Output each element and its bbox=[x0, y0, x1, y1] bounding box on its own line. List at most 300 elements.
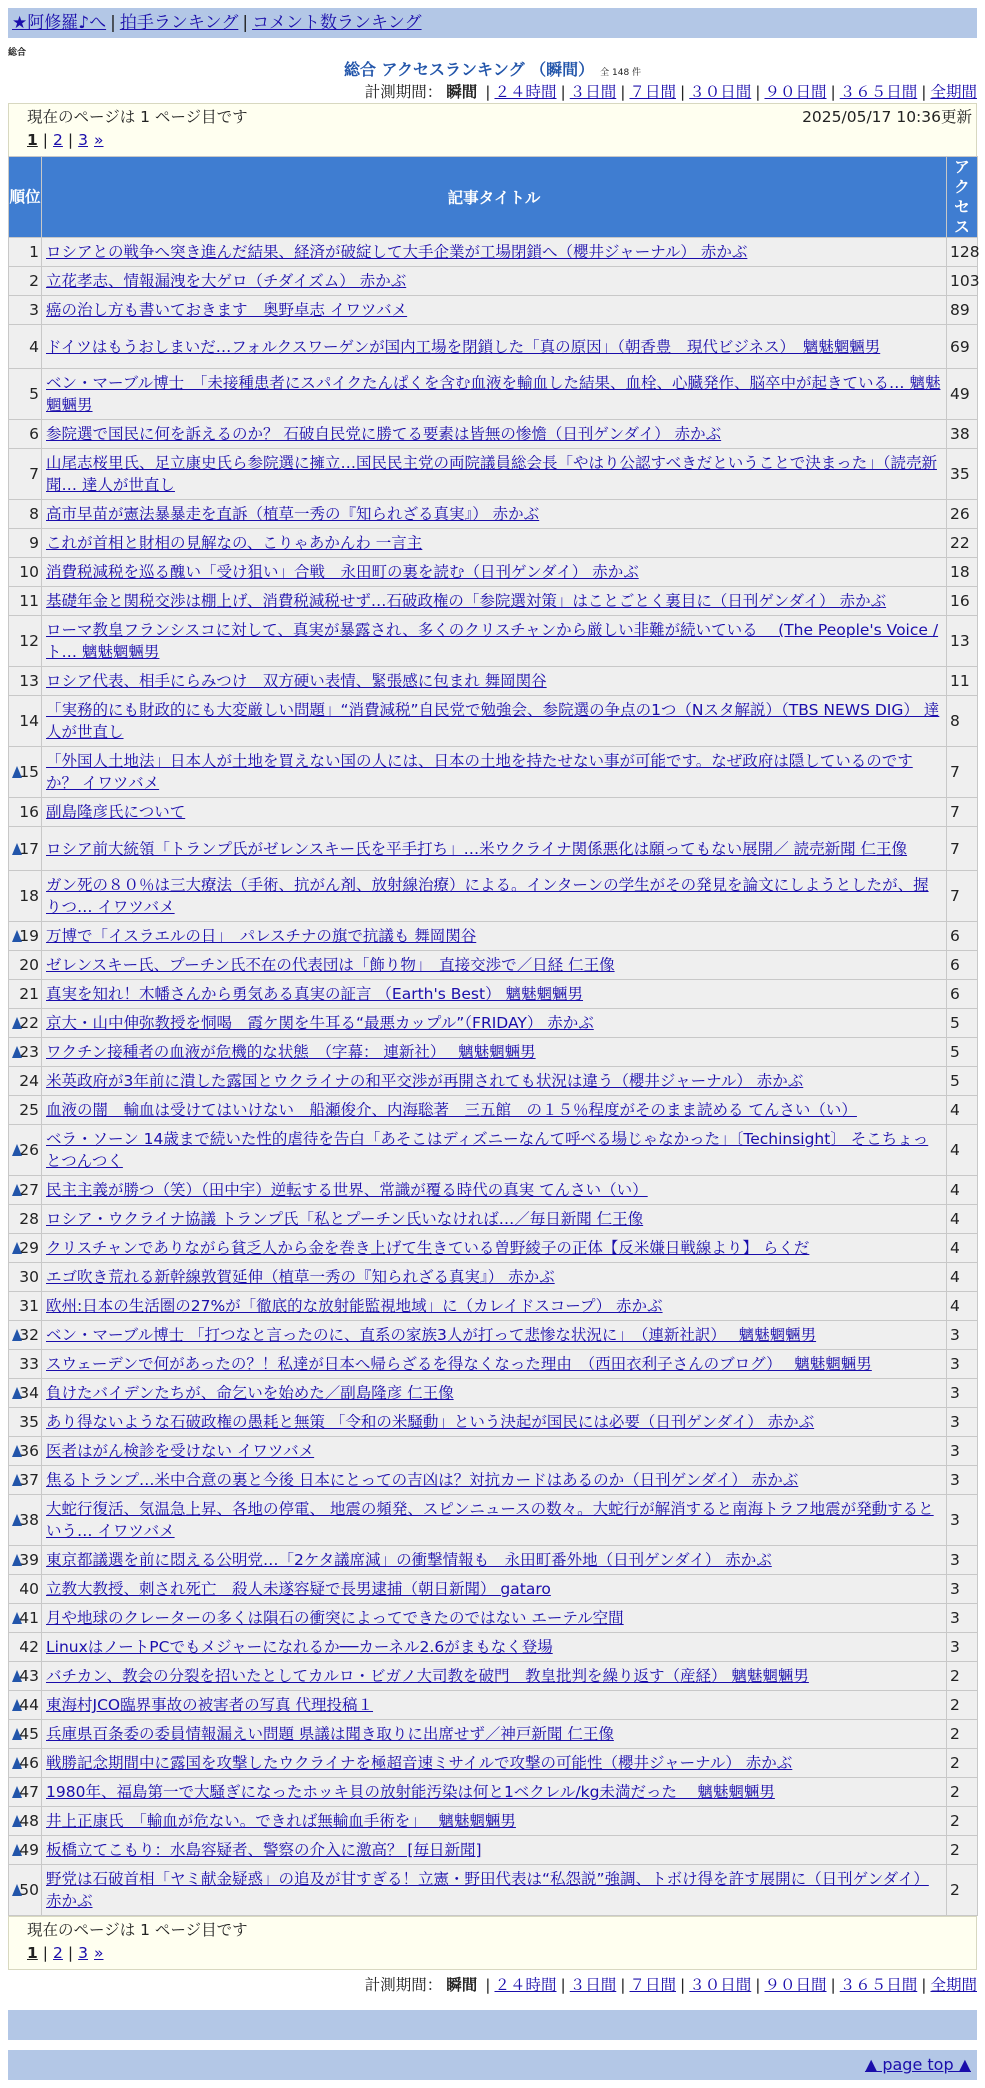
rank-cell bbox=[9, 296, 42, 325]
article-link[interactable]: クリスチャンでありながら貧乏人から金を巻き上げて生きている曽野綾子の正体【反米嫌日戦線より】 らくだ bbox=[46, 1239, 810, 1257]
access-count: 3 bbox=[947, 1350, 978, 1379]
title-cell bbox=[42, 1749, 947, 1778]
rank-number: 13 bbox=[19, 672, 39, 690]
access-count: 6 bbox=[947, 980, 978, 1009]
access-count: 4 bbox=[947, 1096, 978, 1125]
access-count: 6 bbox=[947, 922, 978, 951]
title-cell bbox=[42, 922, 947, 951]
rank-header: 順位 bbox=[9, 157, 42, 238]
access-count: 2 bbox=[947, 1662, 978, 1691]
title-cell bbox=[42, 1234, 947, 1263]
table-row bbox=[9, 1807, 978, 1836]
rank-up-arrow-icon bbox=[12, 1699, 22, 1711]
pager-current: 1 bbox=[27, 131, 38, 149]
table-row bbox=[9, 1205, 978, 1234]
period-option-link[interactable]: ２４時間 bbox=[494, 83, 557, 101]
rank-cell bbox=[9, 667, 42, 696]
rank-number: 49 bbox=[19, 1841, 39, 1859]
article-link[interactable]: 血液の闇 輸血は受けてはいけない 船瀬俊介、内海聡著 三五館 の１５％程度がそのまま読める てんさい（い） bbox=[46, 1101, 857, 1119]
article-link[interactable]: 「外国人土地法」日本人が土地を買えない国の人には、日本の土地を持たせない事が可能です。なぜ政府は隠しているのですか？ イワツバメ bbox=[46, 752, 913, 792]
rank-cell bbox=[9, 325, 42, 369]
rank-number: 10 bbox=[19, 563, 39, 581]
rank-up-arrow-icon bbox=[12, 1728, 22, 1740]
comment-ranking-link[interactable]: コメント数ランキング bbox=[252, 13, 422, 33]
table-row bbox=[9, 1749, 978, 1778]
table-row bbox=[9, 616, 978, 667]
rank-number: 18 bbox=[19, 887, 39, 905]
period-separator: | bbox=[830, 83, 836, 101]
period-option-link[interactable]: 全期間 bbox=[930, 83, 977, 101]
title-cell bbox=[42, 1546, 947, 1575]
rank-number: 27 bbox=[19, 1181, 39, 1199]
access-count: 3 bbox=[947, 1575, 978, 1604]
pager-next-link[interactable]: » bbox=[94, 1944, 104, 1962]
access-header: アクセス bbox=[947, 157, 978, 238]
rank-number: 41 bbox=[19, 1609, 39, 1627]
rank-number: 21 bbox=[19, 985, 39, 1003]
article-link[interactable]: 副島隆彦氏について bbox=[46, 803, 186, 821]
rank-cell bbox=[9, 1575, 42, 1604]
rank-cell bbox=[9, 980, 42, 1009]
rank-cell bbox=[9, 420, 42, 449]
table-row bbox=[9, 500, 978, 529]
article-link[interactable]: ベン・マーブル博士 「打つなと言ったのに、直系の家族3人が打って悲惨な状況に」 （連新社訳） 魑魅魍魎男 bbox=[46, 1326, 817, 1344]
title-cell bbox=[42, 587, 947, 616]
access-count: 2 bbox=[947, 1865, 978, 1916]
article-link[interactable]: 民主主義が勝つ（笑）（田中宇）逆転する世界、常識が覆る時代の真実 てんさい（い） bbox=[46, 1181, 648, 1199]
page-status: 現在のページは 1 ページ目です bbox=[27, 108, 248, 126]
article-link[interactable]: ベン・マーブル博士 「未接種患者にスパイクたんぱくを含む血液を輸血した結果、血栓、心臓発作、脳卒中が起きている… 魑魅魍魎男 bbox=[46, 374, 941, 414]
table-row bbox=[9, 1662, 978, 1691]
article-link[interactable]: 参院選で国民に何を訴えるのか？ 石破自民党に勝てる要素は皆無の惨憺（日刊ゲンダイ） 赤かぶ bbox=[46, 425, 722, 443]
access-count: 38 bbox=[947, 420, 978, 449]
access-count: 103 bbox=[947, 267, 978, 296]
period-option-link[interactable]: ３日間 bbox=[569, 83, 617, 101]
top-nav-bar bbox=[8, 8, 977, 38]
article-link[interactable]: ワクチン接種者の血液が危機的な状態 （字幕： 連新社） 魑魅魍魎男 bbox=[46, 1043, 536, 1061]
title-cell bbox=[42, 1292, 947, 1321]
article-link[interactable]: 癌の治し方も書いておきます 奥野卓志 イワツバメ bbox=[46, 301, 408, 319]
rank-number: 42 bbox=[19, 1638, 39, 1656]
table-row bbox=[9, 696, 978, 747]
article-link[interactable]: ガン死の８０％は三大療法（手術、抗がん剤、放射線治療）による。インターンの学生がその発見を論文にしようとしたが、握りつ… イワツバメ bbox=[46, 876, 929, 916]
period-separator: | bbox=[560, 83, 566, 101]
article-link[interactable]: バチカン、教会の分裂を招いたとしてカルロ・ビガノ大司教を破門 教皇批判を繰り返す（産経） 魑魅魍魎男 bbox=[46, 1667, 809, 1685]
pager-page-link[interactable]: 2 bbox=[53, 131, 63, 149]
table-row bbox=[9, 1720, 978, 1749]
article-link[interactable]: これが首相と財相の見解なの、こりゃあかんわ 一言主 bbox=[46, 534, 423, 552]
pager-links bbox=[27, 1942, 972, 1965]
access-count: 3 bbox=[947, 1495, 978, 1546]
rank-number: 14 bbox=[19, 712, 39, 730]
period-option-link[interactable]: ３６５日間 bbox=[839, 1976, 918, 1994]
rank-up-arrow-icon bbox=[12, 766, 22, 778]
period-separator: | bbox=[680, 83, 686, 101]
rank-number: 34 bbox=[19, 1384, 39, 1402]
clap-ranking-link[interactable]: 拍手ランキング bbox=[119, 13, 239, 33]
rank-cell bbox=[9, 616, 42, 667]
rank-number: 50 bbox=[19, 1881, 39, 1899]
period-option-link[interactable]: ３６５日間 bbox=[839, 83, 918, 101]
title-cell bbox=[42, 1575, 947, 1604]
rank-up-arrow-icon bbox=[12, 1445, 22, 1457]
pager-page-link[interactable]: 3 bbox=[78, 131, 89, 149]
rank-number: 8 bbox=[29, 505, 39, 523]
article-link[interactable]: 医者はがん検診を受けない イワツバメ bbox=[46, 1442, 315, 1460]
access-count: 7 bbox=[947, 827, 978, 871]
rank-cell bbox=[9, 871, 42, 922]
title-cell bbox=[42, 1691, 947, 1720]
title-cell bbox=[42, 1437, 947, 1466]
table-row bbox=[9, 1437, 978, 1466]
title-cell bbox=[42, 980, 947, 1009]
period-option-link[interactable]: ３０日間 bbox=[689, 83, 752, 101]
article-link[interactable]: ベラ・ソーン 14歳まで続いた性的虐待を告白「あそこはディズニーなんて呼べる場じゃなかった」〔Techinsight〕 そこちょっとつんつく bbox=[46, 1130, 929, 1170]
rank-number: 26 bbox=[19, 1141, 39, 1159]
rank-cell bbox=[9, 1437, 42, 1466]
table-row bbox=[9, 1466, 978, 1495]
rank-cell bbox=[9, 1662, 42, 1691]
period-separator: | bbox=[921, 83, 927, 101]
table-row bbox=[9, 529, 978, 558]
rank-number: 5 bbox=[29, 385, 39, 403]
rank-cell bbox=[9, 267, 42, 296]
rank-up-arrow-icon bbox=[12, 1329, 22, 1341]
pager-page-link[interactable]: 3 bbox=[78, 1944, 89, 1962]
period-option-link[interactable]: ３日間 bbox=[569, 1976, 617, 1994]
rank-number: 19 bbox=[19, 927, 39, 945]
period-option-link[interactable]: ７日間 bbox=[629, 1976, 676, 1994]
period-option-link[interactable]: ９０日間 bbox=[764, 1976, 827, 1994]
article-link[interactable]: ゼレンスキー氏、プーチン氏不在の代表団は「飾り物」 直接交渉で／日経 仁王像 bbox=[46, 956, 615, 974]
title-cell bbox=[42, 1836, 947, 1865]
access-count: 4 bbox=[947, 1176, 978, 1205]
article-link[interactable]: あり得ないような石破政権の愚耗と無策 「令和の米騒動」という決起が国民には必要（日刊ゲンダイ） 赤かぶ bbox=[46, 1413, 815, 1431]
ranking-table-body bbox=[9, 238, 978, 1916]
rank-number: 9 bbox=[29, 534, 39, 552]
rank-cell bbox=[9, 1321, 42, 1350]
access-count: 11 bbox=[947, 667, 978, 696]
period-separator: | bbox=[620, 1976, 626, 1994]
rank-up-arrow-icon bbox=[12, 1017, 22, 1029]
period-label: 計測期間： bbox=[364, 1976, 443, 1994]
article-link[interactable]: 米英政府が3年前に潰した露国とウクライナの和平交渉が再開されても状況は違う（櫻井ジャーナル） 赤かぶ bbox=[46, 1072, 804, 1090]
table-row bbox=[9, 922, 978, 951]
article-link[interactable]: 兵庫県百条委の委員情報漏えい問題 県議は聞き取りに出席せず／神戸新聞 仁王像 bbox=[46, 1725, 614, 1743]
table-row bbox=[9, 1575, 978, 1604]
rank-number: 46 bbox=[19, 1754, 39, 1772]
rank-number: 39 bbox=[19, 1551, 39, 1569]
title-cell bbox=[42, 1125, 947, 1176]
rank-cell bbox=[9, 827, 42, 871]
article-link[interactable]: スウェーデンで何があったの？！私達が日本へ帰らざるを得なくなった理由 （西田衣利子さんのブログ） 魑魅魍魎男 bbox=[46, 1355, 872, 1373]
access-count: 13 bbox=[947, 616, 978, 667]
period-option-link[interactable]: ３０日間 bbox=[689, 1976, 752, 1994]
rank-cell bbox=[9, 1408, 42, 1437]
title-cell bbox=[42, 871, 947, 922]
table-row bbox=[9, 369, 978, 420]
ranking-title-text: 総合 アクセスランキング （瞬間） bbox=[343, 60, 595, 79]
page-top-link[interactable]: ▲ page top ▲ bbox=[864, 2055, 971, 2074]
article-link[interactable]: ロシア代表、相手にらみつけ 双方硬い表情、緊張感に包まれ 舞岡関谷 bbox=[46, 672, 547, 690]
table-row bbox=[9, 1263, 978, 1292]
title-cell bbox=[42, 1807, 947, 1836]
table-row bbox=[9, 238, 978, 267]
period-option-link[interactable]: ７日間 bbox=[629, 83, 676, 101]
rank-number: 36 bbox=[19, 1442, 39, 1460]
article-link[interactable]: 高市早苗が憲法暴暴走を直訴（植草一秀の『知られざる真実』） 赤かぶ bbox=[46, 505, 540, 523]
rank-cell bbox=[9, 1836, 42, 1865]
table-row bbox=[9, 1321, 978, 1350]
title-cell bbox=[42, 1205, 947, 1234]
rank-cell bbox=[9, 529, 42, 558]
table-row bbox=[9, 1546, 978, 1575]
article-link[interactable]: 立教大教授、刺され死亡 殺人未遂容疑で長男逮捕（朝日新聞） gataro bbox=[46, 1580, 551, 1598]
rank-number: 38 bbox=[19, 1511, 39, 1529]
access-count: 5 bbox=[947, 1009, 978, 1038]
rank-number: 12 bbox=[19, 632, 39, 650]
article-link[interactable]: ドイツはもうおしまいだ…フォルクスワーゲンが国内工場を閉鎖した「真の原因」（朝香豊 現代ビジネス） 魑魅魍魎男 bbox=[46, 337, 881, 356]
title-cell bbox=[42, 238, 947, 267]
access-count: 3 bbox=[947, 1379, 978, 1408]
rank-number: 48 bbox=[19, 1812, 39, 1830]
access-count: 7 bbox=[947, 871, 978, 922]
title-cell bbox=[42, 827, 947, 871]
table-row bbox=[9, 1379, 978, 1408]
title-cell bbox=[42, 1379, 947, 1408]
period-separator: | bbox=[620, 83, 626, 101]
title-cell bbox=[42, 1662, 947, 1691]
article-link[interactable]: 基礎年金と関税交渉は棚上げ、消費税減税せず…石破政権の「参院選対策」はことごとく裏目に（日刊ゲンダイ） 赤かぶ bbox=[46, 592, 887, 610]
access-count: 5 bbox=[947, 1067, 978, 1096]
table-row bbox=[9, 1067, 978, 1096]
access-count: 6 bbox=[947, 951, 978, 980]
rank-number: 25 bbox=[19, 1101, 39, 1119]
table-row bbox=[9, 871, 978, 922]
pager-separator: | bbox=[42, 1944, 49, 1962]
table-row bbox=[9, 1096, 978, 1125]
rank-number: 44 bbox=[19, 1696, 39, 1714]
table-row bbox=[9, 747, 978, 798]
title-cell bbox=[42, 1096, 947, 1125]
article-link[interactable]: LinuxはノートPCでもメジャーになれるか──カーネル2.6がまもなく登場 bbox=[46, 1638, 553, 1656]
title-cell bbox=[42, 558, 947, 587]
article-link[interactable]: 戦勝記念期間中に露国を攻撃したウクライナを極超音速ミサイルで攻撃の可能性（櫻井ジャーナル） 赤かぶ bbox=[46, 1754, 793, 1772]
table-row bbox=[9, 325, 978, 369]
rank-cell bbox=[9, 1633, 42, 1662]
table-row bbox=[9, 1408, 978, 1437]
rank-cell bbox=[9, 369, 42, 420]
rank-number: 3 bbox=[29, 301, 39, 319]
article-link[interactable]: 立花孝志、情報漏洩を大ゲロ（チダイズム） 赤かぶ bbox=[46, 272, 407, 290]
bottom-bar bbox=[8, 2010, 977, 2040]
table-row bbox=[9, 1836, 978, 1865]
title-cell bbox=[42, 1778, 947, 1807]
home-link[interactable]: ★阿修羅♪へ bbox=[12, 13, 107, 33]
table-row bbox=[9, 587, 978, 616]
rank-number: 23 bbox=[19, 1043, 39, 1061]
rank-number: 32 bbox=[19, 1326, 39, 1344]
access-count: 26 bbox=[947, 500, 978, 529]
access-count: 3 bbox=[947, 1466, 978, 1495]
article-link[interactable]: 消費税減税を巡る醜い「受け狙い」合戦 永田町の裏を読む（日刊ゲンダイ） 赤かぶ bbox=[46, 563, 639, 581]
access-count: 128 bbox=[947, 238, 978, 267]
title-cell bbox=[42, 1263, 947, 1292]
rank-number: 45 bbox=[19, 1725, 39, 1743]
rank-cell bbox=[9, 1350, 42, 1379]
rank-up-arrow-icon bbox=[12, 1387, 22, 1399]
period-separator: | bbox=[485, 1976, 491, 1994]
title-cell bbox=[42, 667, 947, 696]
article-link[interactable]: ロシア・ウクライナ協議 トランプ氏「私とプーチン氏いなければ…／毎日新聞 仁王像 bbox=[46, 1210, 644, 1228]
article-link[interactable]: 欧州:日本の生活圏の27%が「徹底的な放射能監視地域」に（カレイドスコープ） 赤かぶ bbox=[46, 1297, 663, 1315]
period-option-link[interactable]: 全期間 bbox=[930, 1976, 977, 1994]
pager-links bbox=[27, 129, 972, 152]
rank-up-arrow-icon bbox=[12, 1612, 22, 1624]
title-cell bbox=[42, 420, 947, 449]
rank-cell bbox=[9, 1865, 42, 1916]
rank-number: 29 bbox=[19, 1239, 39, 1257]
ranking-table bbox=[8, 156, 978, 1916]
table-row bbox=[9, 827, 978, 871]
article-link[interactable]: エゴ吹き荒れる新幹線敦賀延伸（植草一秀の『知られざる真実』） 赤かぶ bbox=[46, 1268, 555, 1286]
article-link[interactable]: 野党は石破首相「ヤミ献金疑惑」の追及が甘すぎる！立憲・野田代表は“私怨説”強調、トボけ得を許す展開に（日刊ゲンダイ） 赤かぶ bbox=[46, 1870, 929, 1910]
rank-cell bbox=[9, 1691, 42, 1720]
title-cell bbox=[42, 1350, 947, 1379]
rank-cell bbox=[9, 1125, 42, 1176]
article-link[interactable]: 京大・山中伸弥教授を恫喝 霞ケ関を牛耳る“最悪カップル”（FRIDAY） 赤かぶ bbox=[46, 1014, 594, 1032]
article-link[interactable]: 焦るトランプ…米中合意の裏と今後 日本にとっての吉凶は？対抗カードはあるのか（日刊ゲンダイ） 赤かぶ bbox=[46, 1471, 799, 1489]
total-count: 全 148 件 bbox=[600, 68, 642, 78]
access-count: 3 bbox=[947, 1437, 978, 1466]
article-link[interactable]: 負けたバイデンたちが、命乞いを始めた／副島隆彦 仁王像 bbox=[46, 1384, 454, 1402]
rank-number: 7 bbox=[29, 465, 39, 483]
rank-cell bbox=[9, 449, 42, 500]
title-cell bbox=[42, 296, 947, 325]
pager-box bbox=[8, 103, 977, 156]
rank-cell bbox=[9, 1009, 42, 1038]
title-cell bbox=[42, 500, 947, 529]
article-link[interactable]: 「実務的にも財政的にも大変厳しい問題」“消費減税”自民党で勉強会、参院選の争点の1つ（Nスタ解説）（TBS NEWS DIG） 達人が世直し bbox=[46, 701, 940, 741]
rank-cell bbox=[9, 1778, 42, 1807]
article-link[interactable]: 大蛇行復活、気温急上昇、各地の停電、 地震の頻発、スピンニュースの数々。大蛇行が解消すると南海トラフ地震が発動するという… イワツバメ bbox=[46, 1500, 934, 1540]
rank-cell bbox=[9, 1176, 42, 1205]
access-count: 2 bbox=[947, 1691, 978, 1720]
access-count: 3 bbox=[947, 1546, 978, 1575]
pager-current: 1 bbox=[27, 1944, 38, 1962]
title-cell bbox=[42, 747, 947, 798]
access-count: 3 bbox=[947, 1633, 978, 1662]
title-cell bbox=[42, 1038, 947, 1067]
pager-page-link[interactable]: 2 bbox=[53, 1944, 63, 1962]
access-count: 16 bbox=[947, 587, 978, 616]
pager-separator: | bbox=[67, 1944, 74, 1962]
page-top-bar bbox=[8, 2050, 977, 2080]
article-link[interactable]: 板橋立てこもり：水島容疑者、警察の介入に激高？ [毎日新聞] bbox=[46, 1841, 482, 1859]
pager-next-link[interactable]: » bbox=[94, 131, 104, 149]
category-label: 総合 bbox=[8, 48, 27, 58]
article-link[interactable]: 1980年、福島第一で大騒ぎになったホッキ貝の放射能汚染は何と1ベクレル/kg未満だった 魑魅魍魎男 bbox=[46, 1783, 775, 1801]
access-count: 2 bbox=[947, 1807, 978, 1836]
title-header: 記事タイトル bbox=[42, 157, 947, 238]
rank-cell bbox=[9, 798, 42, 827]
rank-cell bbox=[9, 1292, 42, 1321]
period-label: 計測期間： bbox=[364, 83, 443, 101]
rank-cell bbox=[9, 558, 42, 587]
rank-number: 22 bbox=[19, 1014, 39, 1032]
rank-cell bbox=[9, 500, 42, 529]
rank-cell bbox=[9, 238, 42, 267]
title-cell bbox=[42, 1009, 947, 1038]
rank-up-arrow-icon bbox=[12, 1514, 22, 1526]
article-link[interactable]: ロシアとの戦争へ突き進んだ結果、経済が破綻して大手企業が工場閉鎖へ（櫻井ジャーナル） 赤かぶ bbox=[46, 243, 748, 261]
rank-number: 20 bbox=[19, 956, 39, 974]
rank-cell bbox=[9, 696, 42, 747]
rank-up-arrow-icon bbox=[12, 1815, 22, 1827]
rank-up-arrow-icon bbox=[12, 1757, 22, 1769]
table-row bbox=[9, 1176, 978, 1205]
rank-up-arrow-icon bbox=[12, 1474, 22, 1486]
table-row bbox=[9, 1009, 978, 1038]
period-option-link[interactable]: ２４時間 bbox=[494, 1976, 557, 1994]
access-count: 2 bbox=[947, 1749, 978, 1778]
rank-cell bbox=[9, 1466, 42, 1495]
rank-cell bbox=[9, 1807, 42, 1836]
period-option-link[interactable]: ９０日間 bbox=[764, 83, 827, 101]
table-row bbox=[9, 1865, 978, 1916]
access-count: 22 bbox=[947, 529, 978, 558]
rank-number: 6 bbox=[29, 425, 39, 443]
table-row bbox=[9, 296, 978, 325]
rank-up-arrow-icon bbox=[12, 1242, 22, 1254]
article-link[interactable]: 万博で「イスラエルの日」 パレスチナの旗で抗議も 舞岡関谷 bbox=[46, 927, 477, 945]
rank-number: 2 bbox=[29, 272, 39, 290]
table-row bbox=[9, 1292, 978, 1321]
table-row bbox=[9, 449, 978, 500]
rank-number: 24 bbox=[19, 1072, 39, 1090]
article-link[interactable]: 真実を知れ！木幡さんから勇気ある真実の証言 （Earth's Best） 魑魅魍魎男 bbox=[46, 985, 584, 1003]
article-link[interactable]: 東海村JCO臨界事故の被害者の写真 代理投稿１ bbox=[46, 1696, 374, 1714]
table-row bbox=[9, 1038, 978, 1067]
period-current: 瞬間 bbox=[446, 1976, 478, 1994]
table-row bbox=[9, 1633, 978, 1662]
article-link[interactable]: ロシア前大統領「トランプ氏がゼレンスキー氏を平手打ち」…米ウクライナ関係悪化は願ってもない展開／ 読売新聞 仁王像 bbox=[46, 839, 908, 858]
rank-up-arrow-icon bbox=[12, 1670, 22, 1682]
access-count: 2 bbox=[947, 1778, 978, 1807]
access-count: 2 bbox=[947, 1836, 978, 1865]
rank-cell bbox=[9, 587, 42, 616]
rank-cell bbox=[9, 1038, 42, 1067]
period-separator: | bbox=[755, 1976, 761, 1994]
access-count: 18 bbox=[947, 558, 978, 587]
article-link[interactable]: 月や地球のクレーターの多くは隕石の衝突によってできたのではない エーテル空間 bbox=[46, 1609, 624, 1627]
access-count: 8 bbox=[947, 696, 978, 747]
period-separator: | bbox=[485, 83, 491, 101]
table-row bbox=[9, 1495, 978, 1546]
rank-cell bbox=[9, 747, 42, 798]
article-link[interactable]: 井上正康氏 「輸血が危ない。できれば無輸血手術を」 魑魅魍魎男 bbox=[46, 1812, 516, 1830]
rank-number: 40 bbox=[19, 1580, 39, 1598]
article-link[interactable]: ローマ教皇フランシスコに対して、真実が暴露され、多くのクリスチャンから厳しい非難が続いている (The People's Voice / ト… 魑魅魍魎男 bbox=[46, 621, 939, 661]
access-count: 49 bbox=[947, 369, 978, 420]
title-cell bbox=[42, 1408, 947, 1437]
rank-up-arrow-icon bbox=[12, 843, 22, 855]
page-wrapper bbox=[8, 8, 980, 2080]
article-link[interactable]: 山尾志桜里氏、足立康史氏ら参院選に擁立…国民民主党の両院議員総会長「やはり公認すべきだということで決まった」（読売新聞… 達人が世直し bbox=[46, 454, 937, 494]
title-cell bbox=[42, 1865, 947, 1916]
article-link[interactable]: 東京都議選を前に悶える公明党…「2ケタ議席減」の衝撃情報も 永田町番外地（日刊ゲンダイ） 赤かぶ bbox=[46, 1551, 772, 1569]
rank-number: 47 bbox=[19, 1783, 39, 1801]
